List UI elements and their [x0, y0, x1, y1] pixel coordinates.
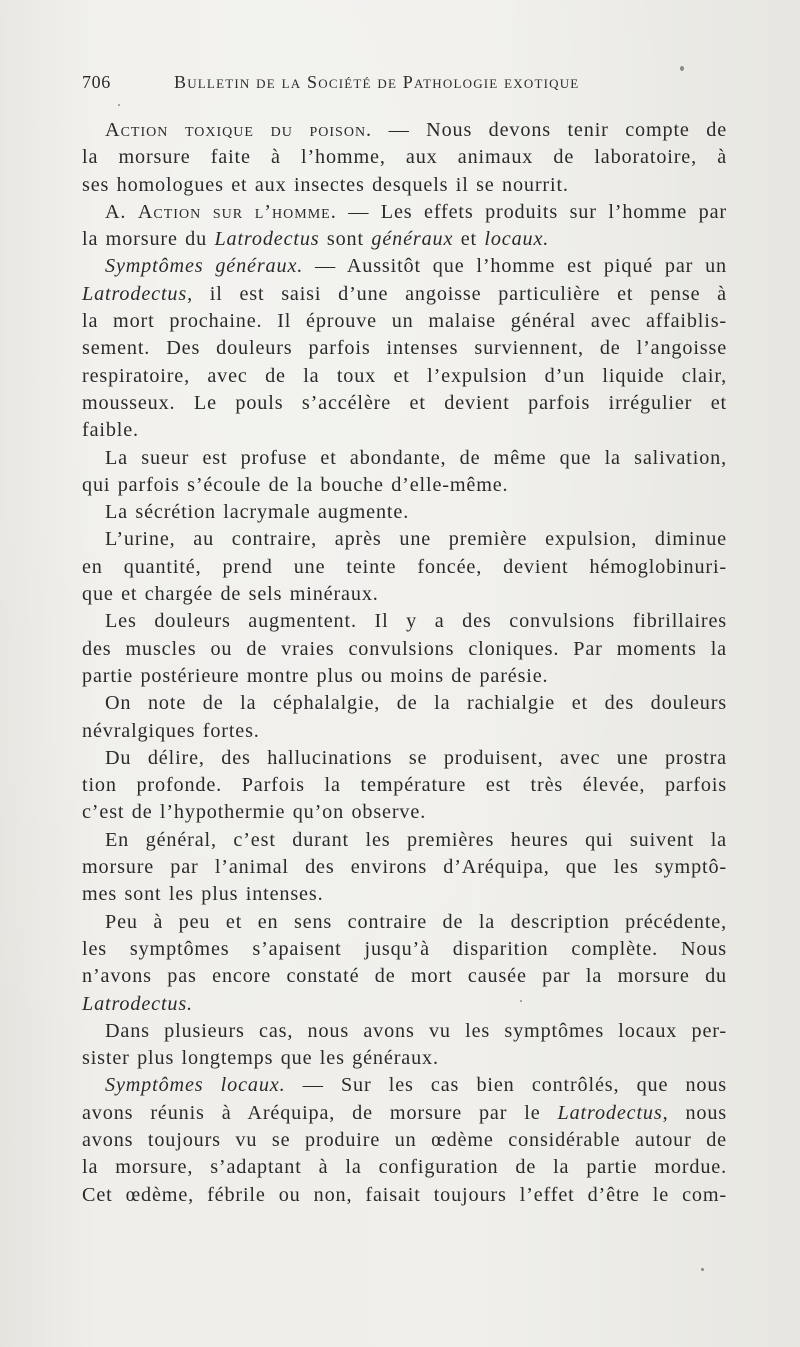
- text-line: [82, 718, 727, 745]
- text-fragment: c’est de l’hypothermie qu’on observe.: [82, 801, 427, 824]
- body-text: [82, 117, 727, 1209]
- text-fragment: mousseux. Le pouls s’accélère et devient parfois irrégulier et: [82, 391, 727, 414]
- text-line: [82, 117, 727, 144]
- print-speck: [520, 1000, 522, 1002]
- text-fragment: qui parfois s’écoule de la bouche d’elle-même.: [82, 473, 509, 496]
- journal-title: Bulletin de la Société de Pathologie exotique: [174, 72, 580, 92]
- text-line: [82, 909, 727, 936]
- text-fragment: On note de la céphalalgie, de la rachialgie et des douleurs: [105, 692, 727, 715]
- text-fragment: avons toujours vu se produire un œdème considérable autour de: [82, 1128, 727, 1151]
- text-line: [82, 308, 727, 335]
- text-fragment: ses homologues et aux insectes desquels il se nourrit.: [82, 173, 569, 196]
- text-line: [82, 991, 727, 1018]
- print-speck: [680, 66, 684, 71]
- text-fragment: Dans plusieurs cas, nous avons vu les symptômes locaux per-: [105, 1019, 727, 1042]
- text-fragment: et: [453, 228, 485, 251]
- text-fragment: Symptômes généraux.: [105, 255, 304, 278]
- text-line: [82, 1100, 727, 1127]
- text-fragment: Latrodectus.: [82, 992, 193, 1015]
- text-fragment: la morsure faite à l’homme, aux animaux de laboratoire, à: [82, 146, 727, 169]
- text-fragment: sement. Des douleurs parfois intenses surviennent, de l’angoisse: [82, 337, 727, 360]
- text-fragment: — Nous devons tenir compte de: [372, 119, 728, 141]
- text-fragment: généraux: [371, 228, 454, 251]
- text-fragment: en quantité, prend une teinte foncée, devient hémoglobinuri-: [82, 555, 727, 578]
- text-line: [82, 663, 727, 690]
- text-line: [82, 827, 727, 854]
- text-fragment: tion profonde. Parfois la température est très élevée, parfois: [82, 774, 727, 797]
- print-speck: [701, 1268, 704, 1271]
- text-line: [82, 445, 727, 472]
- text-line: [82, 690, 727, 717]
- text-fragment: faible.: [82, 419, 139, 442]
- text-fragment: La sueur est profuse et abondante, de même que la salivation,: [105, 446, 727, 469]
- text-line: [82, 581, 727, 608]
- text-line: [82, 172, 727, 199]
- text-line: [82, 554, 727, 581]
- text-line: [82, 144, 727, 171]
- text-line: [82, 936, 727, 963]
- text-line: [82, 608, 727, 635]
- text-fragment: — Sur les cas bien contrôlés, que nous: [285, 1074, 728, 1097]
- text-fragment: Latrodectus: [82, 282, 188, 305]
- text-line: [82, 390, 727, 417]
- text-line: [82, 854, 727, 881]
- text-fragment: A.: [105, 200, 138, 223]
- text-line: [82, 1018, 727, 1045]
- text-line: [82, 199, 727, 226]
- text-line: [82, 1127, 727, 1154]
- text-fragment: — Les effets produits sur l’homme par: [336, 200, 727, 223]
- text-fragment: Action sur l’homme.: [137, 200, 337, 223]
- text-fragment: sont: [319, 228, 372, 251]
- text-fragment: La sécrétion lacrymale augmente.: [105, 501, 410, 524]
- text-fragment: Cet œdème, fébrile ou non, faisait toujours l’effet d’être le com-: [82, 1183, 727, 1206]
- text-fragment: les symptômes s’apaisent jusqu’à disparition complète. Nous: [82, 937, 727, 960]
- text-line: [82, 526, 727, 553]
- text-line: [82, 1182, 727, 1209]
- text-line: [82, 472, 727, 499]
- text-fragment: Latrodectus: [557, 1101, 663, 1124]
- text-line: [82, 963, 727, 990]
- text-line: [82, 417, 727, 444]
- text-line: [82, 1154, 727, 1181]
- text-line: [82, 1072, 727, 1099]
- text-line: [82, 281, 727, 308]
- text-line: [82, 499, 727, 526]
- text-fragment: — Aussitôt que l’homme est piqué par un: [303, 255, 727, 278]
- text-line: [82, 226, 727, 253]
- text-fragment: , il est saisi d’une angoisse particulière et pense à: [187, 282, 727, 305]
- text-line: [82, 636, 727, 663]
- text-line: [82, 253, 727, 280]
- text-fragment: la morsure du: [82, 228, 215, 251]
- text-fragment: L’urine, au contraire, après une première expulsion, diminue: [105, 528, 727, 551]
- text-line: [82, 745, 727, 772]
- text-fragment: Du délire, des hallucinations se produisent, avec une prostra: [105, 746, 727, 769]
- text-fragment: Symptômes locaux.: [105, 1074, 286, 1097]
- page-number: 706: [82, 72, 111, 92]
- text-fragment: Les douleurs augmentent. Il y a des convulsions fibrillaires: [105, 610, 727, 633]
- text-fragment: Latrodectus: [214, 228, 320, 251]
- text-line: [82, 1045, 727, 1072]
- text-fragment: des muscles ou de vraies convulsions cloniques. Par moments la: [82, 637, 727, 660]
- print-speck: [118, 104, 120, 106]
- text-fragment: mes sont les plus intenses.: [82, 883, 324, 906]
- text-fragment: respiratoire, avec de la toux et l’expulsion d’un liquide clair,: [82, 364, 727, 387]
- text-fragment: morsure par l’animal des environs d’Aréquipa, que les symptô-: [82, 856, 727, 879]
- text-fragment: que et chargée de sels minéraux.: [82, 583, 379, 606]
- text-line: [82, 881, 727, 908]
- text-fragment: la mort prochaine. Il éprouve un malaise général avec affaiblis-: [82, 310, 727, 333]
- text-fragment: avons réunis à Aréquipa, de morsure par le: [82, 1101, 558, 1124]
- text-fragment: n’avons pas encore constaté de mort causée par la morsure du: [82, 965, 727, 988]
- text-line: [82, 335, 727, 362]
- text-line: [82, 772, 727, 799]
- text-fragment: En général, c’est durant les premières heures qui suivent la: [105, 828, 727, 851]
- text-fragment: névralgiques fortes.: [82, 719, 260, 742]
- text-fragment: sister plus longtemps que les généraux.: [82, 1047, 439, 1070]
- text-fragment: locaux.: [484, 228, 550, 251]
- text-fragment: Peu à peu et en sens contraire de la description précédente,: [105, 910, 727, 933]
- text-line: [82, 363, 727, 390]
- text-fragment: la morsure, s’adaptant à la configuration de la partie mordue.: [82, 1156, 727, 1179]
- text-fragment: partie postérieure montre plus ou moins de parésie.: [82, 664, 549, 687]
- text-fragment: Action toxique du poison.: [105, 119, 373, 141]
- text-line: [82, 799, 727, 826]
- text-fragment: , nous: [662, 1101, 727, 1124]
